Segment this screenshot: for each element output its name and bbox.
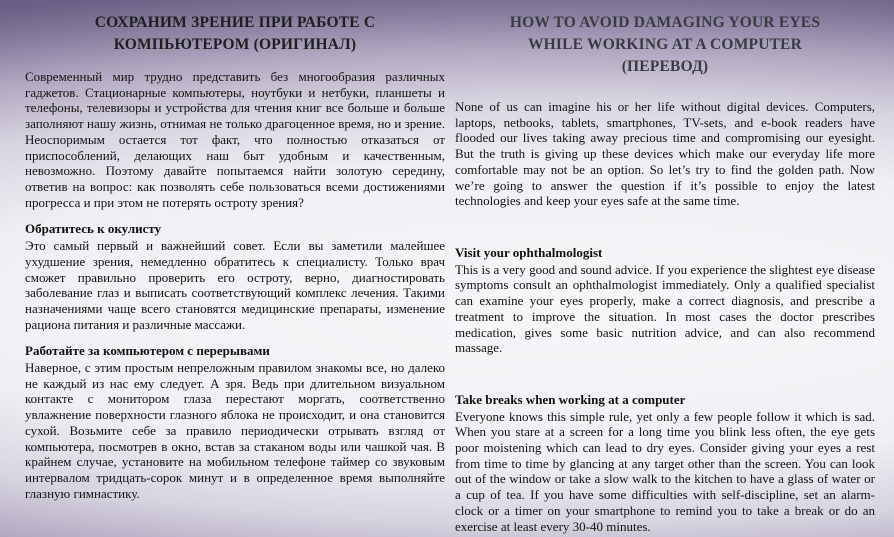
section-heading: Обратитесь к окулисту (25, 221, 162, 237)
text-section (25, 343, 445, 501)
section-heading: Visit your ophthalmologist (455, 245, 603, 261)
text-section (455, 99, 875, 209)
translation-sections (455, 99, 875, 534)
text-section (25, 221, 445, 332)
section-heading: Take breaks when working at a computer (455, 391, 686, 407)
text-section (455, 392, 875, 534)
section-paragraph: Everyone knows this simple rule, yet only a few people follow it which is sad. When you stare at a screen for a long time you blink less often, the eye gets poor moistening which can lead to dry eyes. Consider giving your eyes a rest from time to time by glancing at any target other than the screen. You can look out of the window or take a slow walk to the kitchen to have a glass of water or a cup of tea. If you have some difficulties with self-discipline, set an alarm-clock or a timer on your smartphone to remind you to take a break or do an exercise at least every 30-40 minutes. (455, 408, 875, 534)
original-sections (25, 69, 445, 501)
translation-title: HOW TO AVOID DAMAGING YOUR EYES WHILE WORKING AT A COMPUTER (ПЕРЕВОД) (509, 14, 821, 75)
section-paragraph: Современный мир трудно представить без многообразия различных гаджетов. Стационарные компьютеры, ноутбуки и нетбуки, планшеты и телефоны, телевизоры и устройства для чтения книг все больше и больше заполняют нашу жизнь, отнимая не только драгоценное время, но и зрение. Неоспоримым остается тот факт, что полностью отказаться от приспособлений, делающих наш быт удобным и качественным, невозможно. Поэтому давайте попытаемся найти золотую середину, ответив на вопрос: как позволять себе пользоваться всеми достижениями прогресса и при этом не потерять остроту зрения? (25, 69, 445, 210)
column-translation (455, 8, 875, 534)
text-section (455, 245, 875, 356)
original-title: СОХРАНИМ ЗРЕНИЕ ПРИ РАБОТЕ С КОМПЬЮТЕРОМ (ОРИГИНАЛ) (94, 14, 376, 53)
section-paragraph: This is a very good and sound advice. If you experience the slightest eye disease symptoms consult an ophthalmologist immediately. Only a qualified specialist can examine your eyes properly, make a correct diagnosis, and prescribe a treatment to improve the situation. In most cases the doctor prescribes medication, gives some basic nutrition advice, and can also recommend massage. (455, 261, 875, 356)
section-paragraph: Это самый первый и важнейший совет. Если вы заметили малейшее ухудшение зрения, немедленно обратитесь к специалисту. Только врач сможет правильно проверить его остроту, верно, диагностировать заболевание глаз и выписать соответствующий комплекс лечения. Такими назначениями чаще всего становятся медицинские препараты, изменение рациона питания и различные массажи. (25, 238, 445, 332)
column-original (25, 8, 445, 534)
section-heading: Работайте за компьютером с перерывами (25, 343, 270, 359)
text-section (25, 69, 445, 210)
section-paragraph: Наверное, с этим простым непреложным правилом знакомы все, но далеко не каждый из нас ему следует. А зря. Ведь при длительном визуальном контакте с монитором глаза перестают моргать, соответственно увлажнение поверхности глазного яблока не происходит, и она становится сухой. Возьмите себе за правило периодически отрывать взгляд от компьютера, посмотрев в окно, встав за стаканом воды или чашкой чая. В крайнем случае, установите на мобильном телефоне таймер со звуковым интервалом тридцать-сорок минут и в определенное время выполняйте глазную гимнастику. (25, 359, 445, 501)
section-paragraph: None of us can imagine his or her life without digital devices. Computers, laptops, netbooks, tablets, smartphones, TV-sets, and e-book readers have flooded our lives taking away precious time and compromising our eyesight. But the truth is giving up these devices which make our everyday life more comfortable may not be an option. So let’s try to find the golden path. Now we’re going to answer the question if it’s possible to enjoy the latest technologies and keep your eyes safe at the same time. (455, 99, 875, 209)
